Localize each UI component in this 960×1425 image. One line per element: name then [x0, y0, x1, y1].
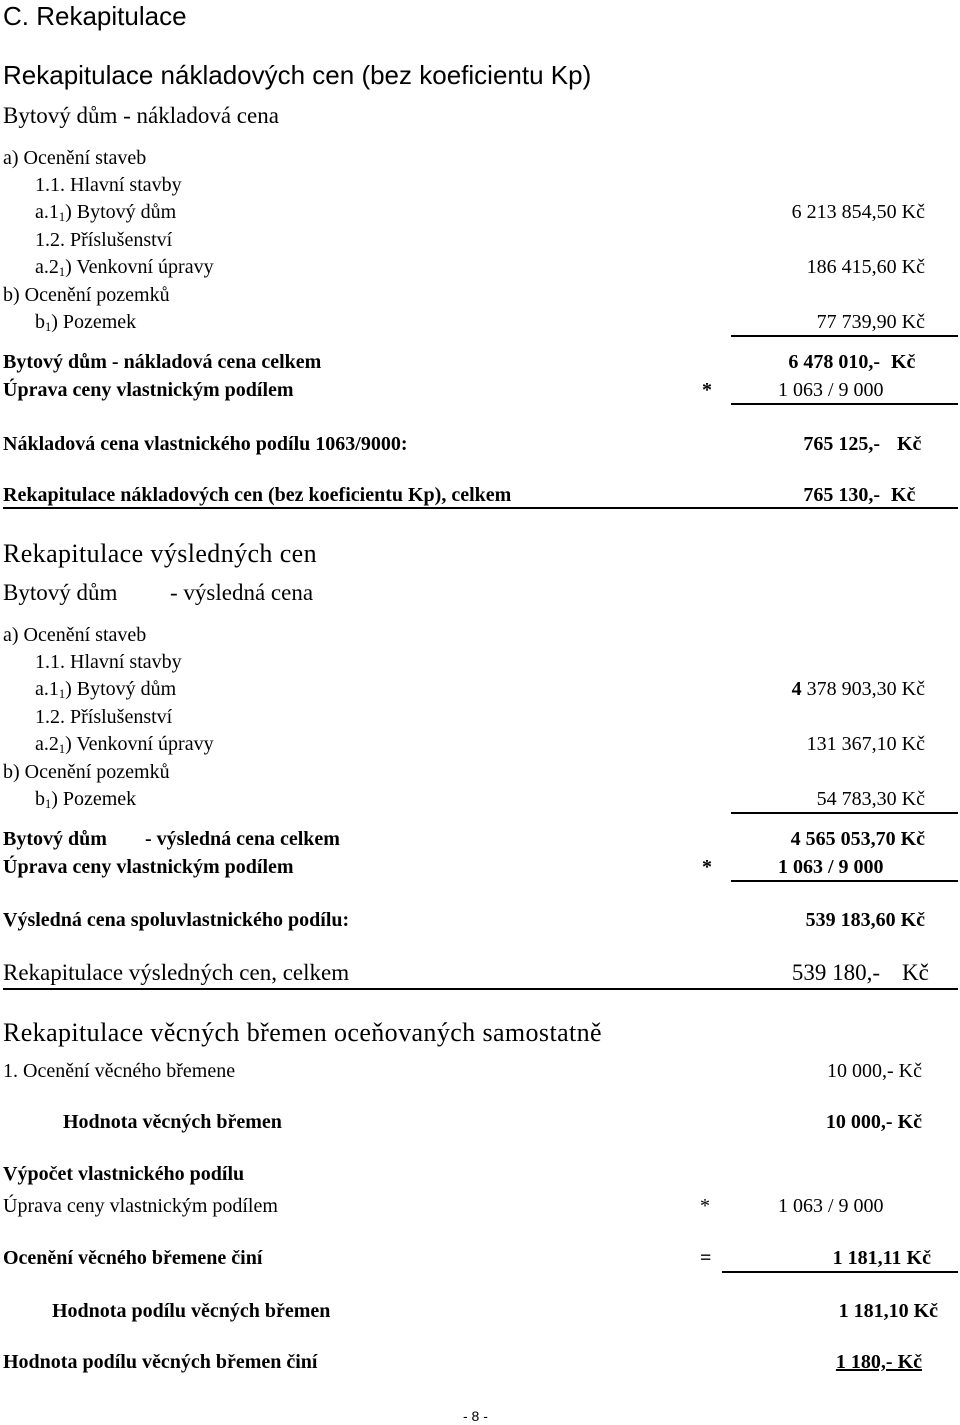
part2-sum-label: Rekapitulace výsledných cen, celkem: [3, 960, 350, 985]
part1-sum-rule: [3, 507, 958, 509]
part3-value-value: 10 000,- Kč: [825, 1111, 922, 1133]
part2-main-label: 1.1. Hlavní stavby: [35, 651, 182, 673]
part1-acc-label: 1.2. Příslušenství: [35, 229, 173, 251]
part1-total-value: 6 478 010,-: [788, 351, 880, 373]
part1-main-label: 1.1. Hlavní stavby: [35, 174, 182, 196]
part2-subheading-b: - výsledná cena: [170, 580, 314, 605]
part2-subheading-a: Bytový dům: [3, 580, 118, 605]
part2-b1-value: 54 783,30 Kč: [816, 788, 925, 810]
part2-acc-label: 1.2. Příslušenství: [35, 706, 173, 728]
part3-result-value: 1 181,11 Kč: [832, 1247, 931, 1269]
part3-item-value: 10 000,- Kč: [827, 1060, 922, 1082]
part2-adjust-label: Úprava ceny vlastnickým podílem: [3, 856, 294, 878]
part2-adjust-rule: [731, 880, 958, 882]
part3-final-label: Hodnota podílu věcných břemen činí: [3, 1351, 318, 1373]
part2-subtotal-rule: [731, 812, 958, 814]
part2-share-label: Výsledná cena spoluvlastnického podílu:: [3, 909, 350, 931]
part2-adjust-operator: *: [702, 856, 712, 878]
part1-adjust-operator: *: [702, 379, 712, 401]
part3-adjust-value: 1 063 / 9 000: [778, 1195, 884, 1217]
part3-result-operator: =: [700, 1247, 712, 1269]
part1-a21-value: 186 415,60 Kč: [806, 256, 925, 278]
part1-a11-label: $a.1_1$) Bytový dům: [35, 201, 177, 225]
part2-sum-currency: Kč: [902, 960, 929, 985]
part2-total-label-b: - výsledná cena celkem: [145, 828, 340, 850]
part2-buildings-label: a) Ocenění staveb: [3, 624, 147, 646]
part3-result-rule: [722, 1271, 958, 1273]
part1-buildings-label: a) Ocenění staveb: [3, 147, 147, 169]
part1-a21-label: $a.2_1$) Venkovní úpravy: [35, 256, 214, 280]
part2-b1-label: $b_1$) Pozemek: [35, 788, 137, 812]
part2-a11-label: $a.1_1$) Bytový dům: [35, 678, 177, 702]
part2-heading: Rekapitulace výsledných cen: [3, 539, 318, 568]
part1-subtotal-rule: [731, 335, 958, 337]
part2-total-value: 4 565 053,70 Kč: [790, 828, 925, 850]
part1-adjust-value: 1 063 / 9 000: [778, 379, 884, 401]
part1-share-label: Nákladová cena vlastnického podílu 1063/9000:: [3, 433, 408, 455]
part2-share-value: 539 183,60 Kč: [805, 909, 925, 931]
part2-sum-value: 539 180,-: [791, 960, 880, 985]
part2-total-label-a: Bytový dům: [3, 828, 107, 850]
part1-share-currency: Kč: [897, 433, 922, 455]
part1-a11-value: 6 213 854,50 Kč: [791, 201, 925, 223]
part3-adjust-operator: *: [700, 1195, 710, 1217]
section-title: C. Rekapitulace: [3, 1, 187, 31]
part3-adjust-label: Úprava ceny vlastnickým podílem: [3, 1195, 278, 1217]
page-number: - 8 -: [463, 1408, 488, 1424]
part3-result-label: Ocenění věcného břemene činí: [3, 1247, 263, 1269]
part1-b1-label: $b_1$) Pozemek: [35, 311, 137, 335]
part1-share-value: 765 125,-: [803, 433, 880, 455]
part3-item-label: 1. Ocenění věcného břemene: [3, 1060, 236, 1082]
part1-sum-label: Rekapitulace nákladových cen (bez koeficientu Kp), celkem: [3, 484, 512, 506]
part1-land-label: b) Ocenění pozemků: [3, 284, 170, 306]
part1-total-label: Bytový dům - nákladová cena celkem: [3, 351, 322, 373]
part2-a11-value: 4 378 903,30 Kč: [791, 678, 925, 700]
part2-sum-rule: [3, 988, 958, 990]
part3-calc-label: Výpočet vlastnického podílu: [3, 1163, 245, 1185]
part1-subheading: Bytový dům - nákladová cena: [3, 103, 279, 128]
part3-heading: Rekapitulace věcných břemen oceňovaných samostatně: [3, 1018, 602, 1047]
part3-value-label: Hodnota věcných břemen: [63, 1111, 282, 1133]
part3-share-label: Hodnota podílu věcných břemen: [52, 1300, 331, 1322]
part1-heading: Rekapitulace nákladových cen (bez koeficientu Kp): [3, 60, 592, 90]
part1-adjust-rule: [731, 403, 958, 405]
part1-sum-currency: Kč: [891, 484, 916, 506]
part3-share-value: 1 181,10 Kč: [838, 1300, 938, 1322]
part2-land-label: b) Ocenění pozemků: [3, 761, 170, 783]
part1-sum-value: 765 130,-: [803, 484, 880, 506]
part3-final-value: 1 180,- Kč: [835, 1351, 922, 1373]
part2-a21-value: 131 367,10 Kč: [806, 733, 925, 755]
part1-total-currency: Kč: [891, 351, 916, 373]
part1-adjust-label: Úprava ceny vlastnickým podílem: [3, 379, 294, 401]
part2-adjust-value: 1 063 / 9 000: [778, 856, 884, 878]
part1-b1-value: 77 739,90 Kč: [816, 311, 925, 333]
part2-a21-label: $a.2_1$) Venkovní úpravy: [35, 733, 214, 757]
